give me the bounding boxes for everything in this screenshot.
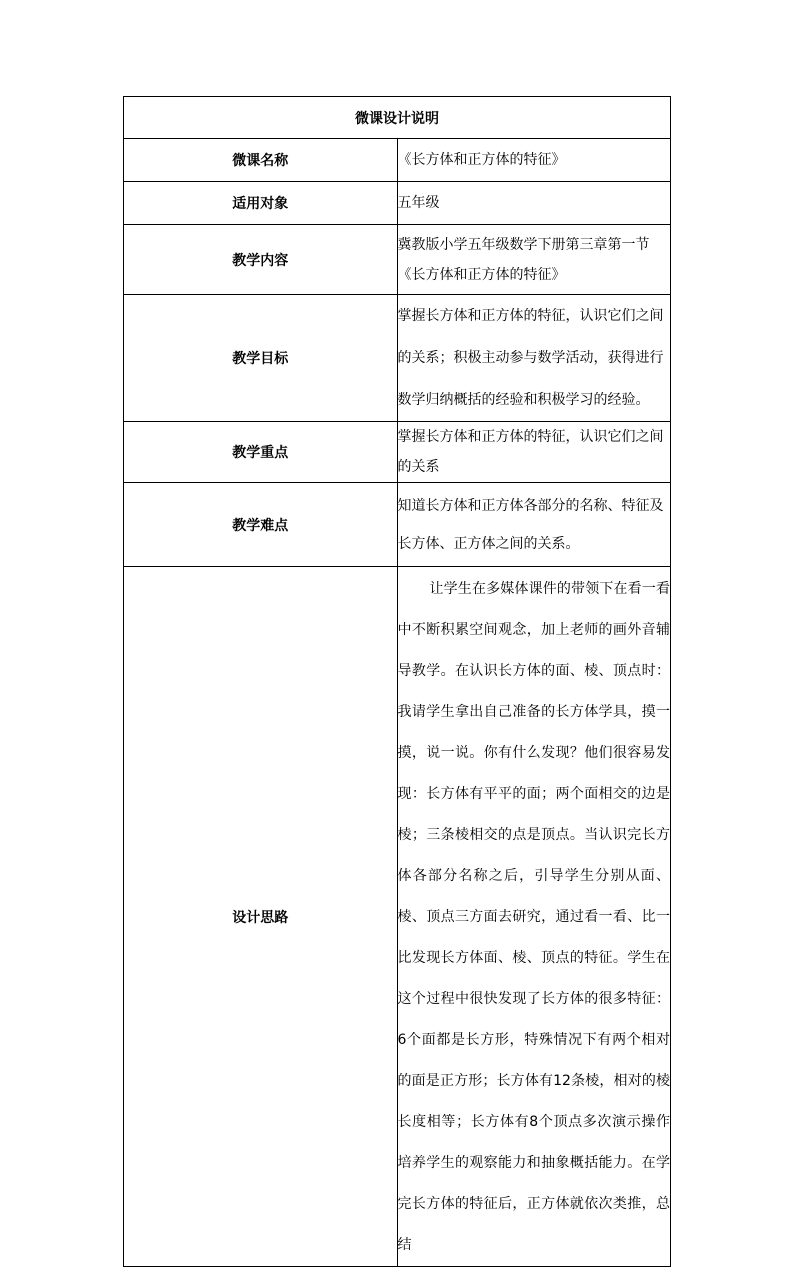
goal-text: 掌握长方体和正方体的特征，认识它们之间的关系；积极主动参与数学活动，获得进行数学归纳概括的经验和积极学习的经验。 <box>397 308 664 408</box>
title-row <box>124 97 671 139</box>
table-row <box>124 182 671 225</box>
row-label-key-point: 教学重点 <box>124 422 398 483</box>
row-label-difficulty: 教学难点 <box>124 483 398 567</box>
row-label-target: 适用对象 <box>124 182 398 225</box>
target-text: 五年级 <box>397 195 440 211</box>
table-row <box>124 567 671 1267</box>
design-idea-text: 让学生在多媒体课件的带领下在看一看中不断积累空间观念，加上老师的画外音辅导教学。在认识长方体的面、棱、顶点时：我请学生拿出自己准备的长方体学具，摸一摸，说一说。你有什么发现？他们很容易发现：长方体有平平的面；两个面相交的边是棱；三条棱相交的点是顶点。当认识完长方体各部分名称之后，引导学生分别从面、棱、顶点三方面去研究，通过看一看、比一比发现长方体面、棱、顶点的特征。学生在这个过程中很快发现了长方体的很多特征：6个面都是长方形，特殊情况下有两个相对的面是正方形；长方体有12条棱，相对的棱长度相等；长方体有8个顶点多次演示操作培养学生的观察能力和抽象概括能力。在学完长方体的特征后，正方体就依次类推，总结 <box>397 581 670 1253</box>
table-row <box>124 139 671 182</box>
row-value-goal <box>397 295 671 422</box>
table-row <box>124 483 671 567</box>
row-value-course-name <box>397 139 671 182</box>
row-value-design-idea <box>397 567 671 1267</box>
content-text: 冀教版小学五年级数学下册第三章第一节《长方体和正方体的特征》 <box>397 236 650 283</box>
difficulty-text: 知道长方体和正方体各部分的名称、特征及长方体、正方体之间的关系。 <box>397 497 664 552</box>
row-label-content: 教学内容 <box>124 225 398 295</box>
table-title: 微课设计说明 <box>124 97 671 139</box>
design-table <box>123 96 671 1267</box>
row-value-difficulty <box>397 483 671 567</box>
course-name-text: 《长方体和正方体的特征》 <box>397 152 566 168</box>
row-value-content <box>397 225 671 295</box>
row-label-goal: 教学目标 <box>124 295 398 422</box>
document-page <box>123 96 671 1253</box>
table-row <box>124 422 671 483</box>
table-row <box>124 225 671 295</box>
row-value-target <box>397 182 671 225</box>
row-value-key-point <box>397 422 671 483</box>
row-label-course-name: 微课名称 <box>124 139 398 182</box>
key-point-text: 掌握长方体和正方体的特征，认识它们之间的关系 <box>397 429 664 475</box>
table-row <box>124 295 671 422</box>
row-label-design-idea: 设计思路 <box>124 567 398 1267</box>
